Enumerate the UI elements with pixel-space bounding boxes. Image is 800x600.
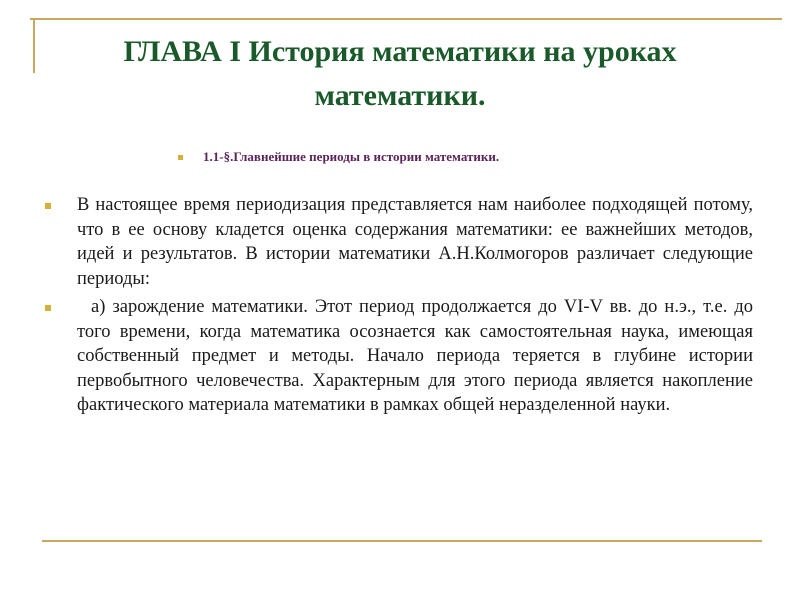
square-bullet-icon xyxy=(178,155,183,160)
frame-top-line xyxy=(30,18,782,20)
frame-left-line xyxy=(33,18,35,73)
subtitle-row xyxy=(178,147,499,167)
slide-title xyxy=(40,30,760,118)
paragraph-text: В настоящее время периодизация представляется нам наиболее подходящей потому, что в ее основу кладется оценка содержания математики: ее важнейших методов, идей и результатов. В истории математики А.Н.Колмогоров различает следующие периоды: xyxy=(77,195,753,289)
square-bullet-icon xyxy=(45,305,51,311)
paragraph-1 xyxy=(45,193,753,291)
paragraph-text: а) зарождение математики. Этот период продолжается до VI-V вв. до н.э., т.е. до того времени, когда математика осознается как самостоятельная наука, имеющая собственный предмет и методы. Начало периода теряется в глубине истории первобытного человечества. Характерным для этого периода является накопление фактического материала математики в рамках общей неразделенной науки. xyxy=(77,297,758,415)
paragraph-2 xyxy=(45,295,758,418)
title-line-2: математики. xyxy=(314,79,486,112)
square-bullet-icon xyxy=(45,203,51,209)
title-line-1: ГЛАВА I История математики на уроках xyxy=(123,35,677,68)
subtitle: 1.1-§.Главнейшие периоды в истории математики. xyxy=(203,149,500,164)
frame-bottom-line xyxy=(42,540,762,542)
